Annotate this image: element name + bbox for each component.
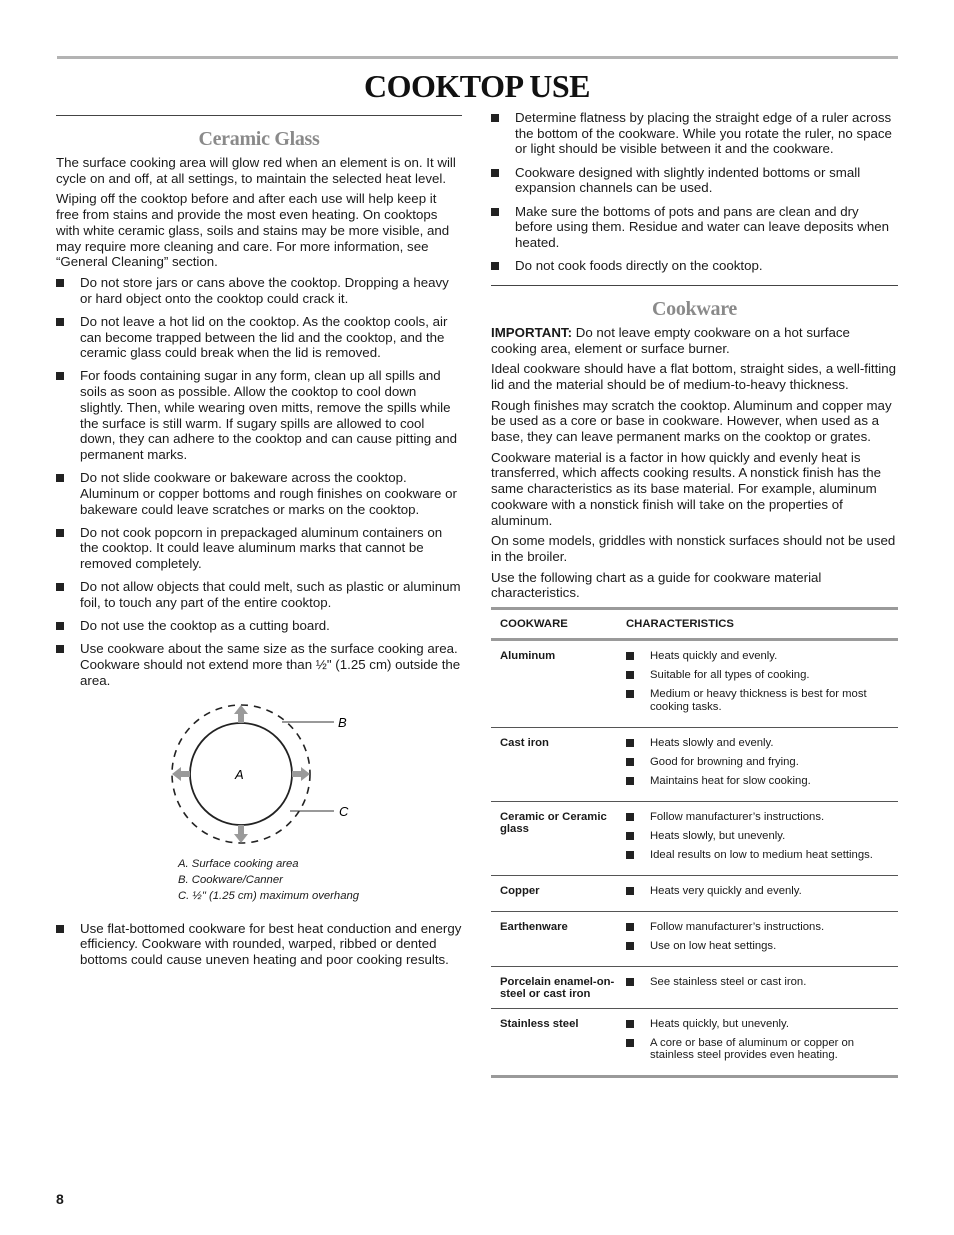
arrow-right-icon: [292, 771, 301, 777]
list-item: [626, 921, 898, 934]
bullet-item: [491, 204, 898, 251]
characteristics-cell: [617, 801, 898, 875]
square-bullet-icon: [626, 1020, 634, 1028]
cookware-name-cell: Porcelain enamel-on-steel or cast iron: [491, 966, 617, 1008]
square-bullet-icon: [491, 208, 499, 216]
ceramic-paragraph-1: The surface cooking area will glow red when an element is on. It will cycle on and off, at all settings, to maintain the selected heat level.: [56, 155, 456, 186]
ceramic-bullet-list-after: [56, 921, 462, 968]
square-bullet-icon: [491, 262, 499, 270]
square-bullet-icon: [56, 529, 64, 537]
characteristic-text: Heats slowly, but unevenly.: [650, 829, 786, 842]
table-body: [491, 640, 898, 1077]
characteristics-list: [626, 921, 898, 953]
list-item: [626, 849, 898, 862]
list-item: [626, 811, 898, 824]
square-bullet-icon: [626, 1039, 634, 1047]
important-note: [491, 325, 898, 356]
cookware-paragraph-2: Rough finishes may scratch the cooktop. Aluminum and copper may be used as a core or base in cookware. However, when used as a base, they can leave permanent marks on the cooktop or grates.: [491, 397, 892, 445]
list-item: [626, 830, 898, 843]
page-title: COOKTOP USE: [364, 68, 590, 104]
bullet-item: [56, 641, 462, 688]
bullet-text: Do not use the cooktop as a cutting board.: [80, 618, 330, 634]
bullet-item: [491, 110, 898, 157]
cookware-paragraph-5: Use the following chart as a guide for cookware material characteristics.: [491, 569, 822, 601]
characteristic-text: Follow manufacturer’s instructions.: [650, 810, 825, 823]
cookware-paragraph-4: On some models, griddles with nonstick surfaces should not be used in the broiler.: [491, 533, 896, 564]
square-bullet-icon: [626, 832, 634, 840]
bullet-item: [56, 618, 462, 634]
square-bullet-icon: [491, 114, 499, 122]
cookware-name-cell: Cast iron: [491, 727, 617, 801]
right-column: [491, 110, 898, 1078]
characteristics-cell: [617, 640, 898, 728]
bullet-item: [56, 470, 462, 517]
page-number: 8: [56, 1191, 64, 1207]
bullet-text: Do not slide cookware or bakeware across the cooktop. Aluminum or copper bottoms and rough finishes on cookware or bakeware could leave scratches or marks on the cooktop.: [80, 470, 457, 517]
characteristic-text: Heats quickly, but unevenly.: [650, 1017, 789, 1030]
square-bullet-icon: [626, 813, 634, 821]
arrow-down-head-icon: [234, 834, 248, 843]
caption-c: C. ½" (1.25 cm) maximum overhang: [178, 889, 360, 902]
arrow-left-head-icon: [172, 767, 181, 781]
square-bullet-icon: [56, 318, 64, 326]
label-a: A: [235, 766, 244, 782]
characteristic-text: See stainless steel or cast iron.: [650, 975, 807, 988]
ceramic-glass-heading: Ceramic Glass: [198, 128, 320, 150]
bullet-text: Do not cook foods directly on the cooktop.: [515, 258, 763, 274]
arrow-up-icon: [238, 714, 244, 723]
table-row: [491, 875, 898, 911]
cookware-name-cell: Copper: [491, 875, 617, 911]
characteristics-list: [626, 885, 898, 898]
ceramic-bullet-list: [56, 275, 462, 689]
characteristics-list: [626, 1018, 898, 1062]
square-bullet-icon: [626, 851, 634, 859]
bullet-text: For foods containing sugar in any form, clean up all spills and soils as soon as possible. Allow the cooktop to cool down slightly. Then, while wearing oven mitts, remove the spills while the surface is still warm. If sugary spills are allowed to cool down, they can adhere to the cooktop and can cause pitting and permanent marks.: [80, 368, 458, 462]
characteristic-text: Heats quickly and evenly.: [650, 650, 778, 663]
list-item: [626, 940, 898, 953]
header-characteristics: CHARACTERISTICS: [617, 609, 898, 640]
characteristics-cell: [617, 911, 898, 966]
square-bullet-icon: [626, 690, 634, 698]
bullet-item: [56, 921, 462, 968]
bullet-item: [491, 165, 898, 196]
cookware-name-cell: Aluminum: [491, 640, 617, 728]
bullet-text: Determine flatness by placing the straight edge of a ruler across the bottom of the cookware. While you rotate the ruler, no space or light should be visible between it and the cookware.: [515, 110, 892, 157]
square-bullet-icon: [56, 583, 64, 591]
characteristic-text: A core or base of aluminum or copper on stainless steel provides even heating.: [650, 1036, 855, 1062]
arrow-right-head-icon: [301, 767, 310, 781]
bullet-item: [56, 275, 462, 306]
arrow-up-head-icon: [234, 705, 248, 714]
characteristic-text: Suitable for all types of cooking.: [650, 669, 810, 682]
cookware-name-cell: Stainless steel: [491, 1008, 617, 1077]
square-bullet-icon: [56, 279, 64, 287]
characteristics-cell: [617, 966, 898, 1008]
list-item: [626, 756, 898, 769]
table-row: [491, 911, 898, 966]
header-cookware: COOKWARE: [491, 609, 617, 640]
top-rule: [57, 56, 898, 59]
cookware-name-cell: Ceramic or Ceramic glass: [491, 801, 617, 875]
square-bullet-icon: [56, 622, 64, 630]
bullet-item: [56, 525, 462, 572]
characteristic-text: Maintains heat for slow cooking.: [650, 774, 811, 787]
bullet-item: [56, 579, 462, 610]
characteristics-cell: [617, 875, 898, 911]
square-bullet-icon: [626, 739, 634, 747]
bullet-item: [56, 314, 462, 361]
bullet-text: Do not store jars or cans above the cooktop. Dropping a heavy or hard object onto the cooktop could crack it.: [80, 274, 449, 306]
label-c: C: [339, 803, 349, 819]
characteristic-text: Heats slowly and evenly.: [650, 736, 774, 749]
bullet-text: Make sure the bottoms of pots and pans are clean and dry before using them. Residue and water can leave deposits when heated.: [515, 203, 890, 250]
arrow-left-icon: [181, 771, 190, 777]
list-item: [626, 885, 898, 898]
label-b: B: [338, 714, 347, 730]
characteristic-text: Ideal results on low to medium heat settings.: [650, 848, 873, 861]
characteristic-text: Medium or heavy thickness is best for most cooking tasks.: [650, 688, 867, 713]
table-row: [491, 1008, 898, 1077]
bullet-text: Do not leave a hot lid on the cooktop. As the cooktop cools, air can become trapped between the lid and the cooktop, and the ceramic glass could break when the lid is removed.: [80, 313, 448, 361]
list-item: [626, 976, 898, 989]
table-row: [491, 966, 898, 1008]
bullet-item: [56, 368, 462, 462]
cookware-characteristics-table: [491, 607, 898, 1078]
cookware-overhang-illustration: [56, 699, 462, 849]
table-header-row: [491, 609, 898, 640]
list-item: [626, 650, 898, 663]
characteristics-list: [626, 811, 898, 862]
list-item: [626, 737, 898, 750]
cookware-heading: Cookware: [651, 297, 737, 320]
square-bullet-icon: [626, 671, 634, 679]
bullet-text: Cookware designed with slightly indented bottoms or small expansion channels can be used.: [515, 164, 861, 196]
square-bullet-icon: [56, 925, 64, 933]
table-row: [491, 727, 898, 801]
important-label: IMPORTANT:: [491, 324, 573, 340]
characteristic-text: Follow manufacturer’s instructions.: [650, 920, 825, 933]
characteristics-list: [626, 650, 898, 713]
table-row: [491, 801, 898, 875]
bullet-text: Use cookware about the same size as the surface cooking area. Cookware should not extend more than ½" (1.25 cm) outside the area.: [80, 641, 461, 688]
characteristics-list: [626, 976, 898, 989]
caption-a: A. Surface cooking area: [178, 857, 299, 870]
arrow-down-icon: [238, 825, 244, 834]
bullet-text: Do not cook popcorn in prepackaged aluminum containers on the cooktop. It could leave aluminum marks that cannot be removed completely.: [80, 524, 443, 572]
list-item: [626, 1037, 898, 1062]
list-item: [626, 775, 898, 788]
cookware-name-cell: Earthenware: [491, 911, 617, 966]
cookware-paragraph-1: Ideal cookware should have a flat bottom, straight sides, a well-fitting lid and the material should be of medium-to-heavy thickness.: [491, 361, 897, 392]
ceramic-paragraph-2: Wiping off the cooktop before and after each use will help keep it free from stains and provide the most even heating. On cooktops with white ceramic glass, soils and stains may be more visible, and may require more cleaning and care. For more information, see “General Cleaning” section.: [56, 191, 450, 270]
characteristics-list: [626, 737, 898, 788]
characteristics-cell: [617, 1008, 898, 1077]
square-bullet-icon: [626, 923, 634, 931]
characteristics-cell: [617, 727, 898, 801]
important-text: Do not leave empty cookware on a hot surface cooking area, element or surface burner.: [491, 324, 850, 356]
left-column: [56, 115, 462, 975]
bullet-text: Use flat-bottomed cookware for best heat conduction and energy efficiency. Cookware with rounded, warped, ribbed or dented bottoms could cause uneven heating and poor cooking results.: [80, 920, 462, 967]
table-row: [491, 640, 898, 728]
square-bullet-icon: [491, 169, 499, 177]
square-bullet-icon: [56, 474, 64, 482]
cookware-paragraph-3: Cookware material is a factor in how quickly and evenly heat is transferred, which affects cooking results. A nonstick finish has the same characteristics as its base material. For example, aluminum cookware with a nonstick finish will take on the properties of aluminum.: [491, 449, 881, 528]
characteristic-text: Heats very quickly and evenly.: [650, 884, 802, 897]
square-bullet-icon: [56, 645, 64, 653]
caption-b: B. Cookware/Canner: [178, 873, 283, 886]
cookware-size-diagram: [56, 699, 462, 907]
square-bullet-icon: [626, 887, 634, 895]
square-bullet-icon: [626, 942, 634, 950]
characteristic-text: Use on low heat settings.: [650, 939, 777, 952]
bullet-item: [491, 258, 898, 274]
section-rule: [491, 285, 898, 286]
list-item: [626, 1018, 898, 1031]
list-item: [626, 669, 898, 682]
list-item: [626, 688, 898, 713]
square-bullet-icon: [56, 372, 64, 380]
square-bullet-icon: [626, 978, 634, 986]
square-bullet-icon: [626, 777, 634, 785]
section-rule: [56, 115, 462, 116]
flatness-bullet-list: [491, 110, 898, 274]
square-bullet-icon: [626, 758, 634, 766]
bullet-text: Do not allow objects that could melt, such as plastic or aluminum foil, to touch any part of the entire cooktop.: [80, 579, 461, 611]
square-bullet-icon: [626, 652, 634, 660]
characteristic-text: Good for browning and frying.: [650, 755, 799, 768]
